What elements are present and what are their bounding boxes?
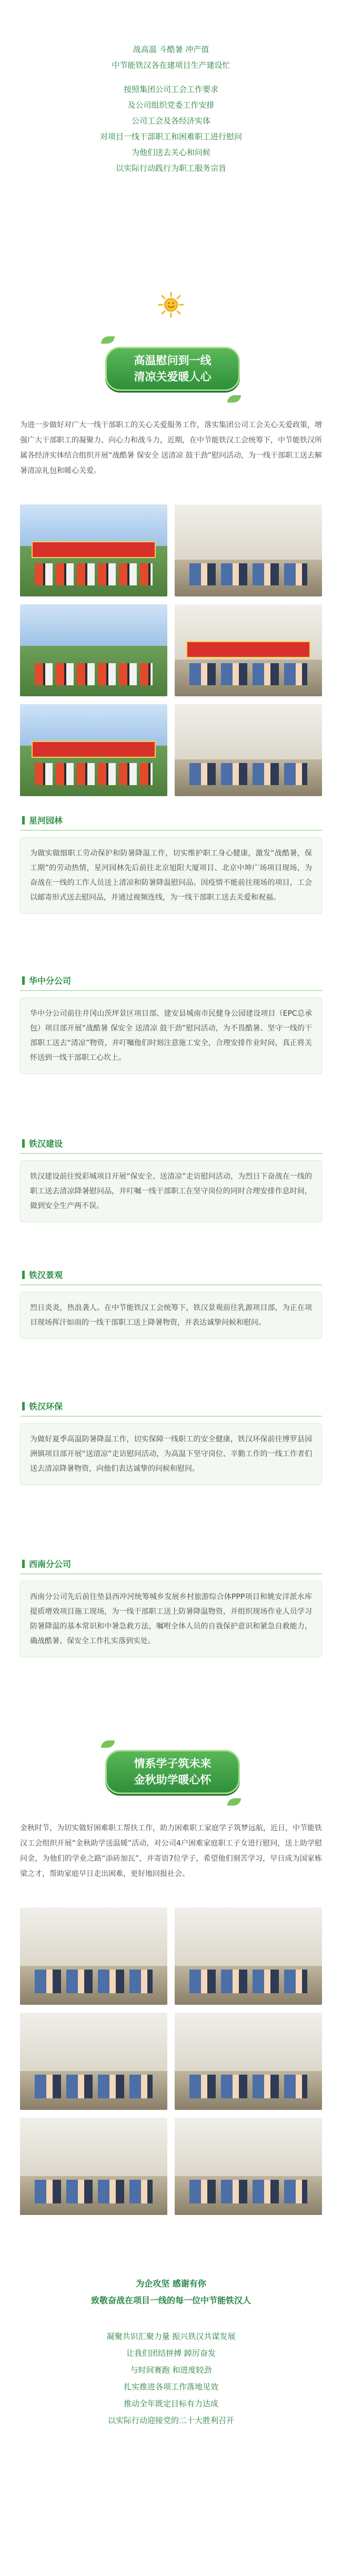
section-body: 烈日炎炎，热浪袭人。在中节能铁汉工会统筹下，铁汉景观前往乳源项目部，为正在项目现场挥汗如雨的一线干部职工送上降暑物资，并表达诚挚问候和慰问。 xyxy=(20,1292,322,1339)
banner-line: 金秋助学暖心怀 xyxy=(134,1774,212,1786)
photo xyxy=(175,1908,322,2005)
section-tiehan-landscape xyxy=(20,1266,322,1339)
intro-line: 为他们送去关心和问候 xyxy=(131,148,210,157)
closing-line: 为企攻坚 感谢有你 xyxy=(136,2279,206,2289)
photo xyxy=(175,2013,322,2110)
outro-line: 让我们团结拼搏 踔厉奋发 xyxy=(126,2348,216,2358)
photo xyxy=(175,504,322,596)
scholarship-paragraph: 金秋时节，为切实做好困难职工帮扶工作，助力困难职工家庭学子筑梦远航，近日，中节能铁汉工会组织开展“金秋助学送温暖”活动，对公司4户困难家庭职工子女进行慰问，送上助学慰问金，为他们的学业之路“添砖加瓦”，并寄语7位学子，希望他们刻苦学习，早日成为国家栋梁之才，帮助家庭早日走出困难，更好地回报社会。 xyxy=(20,1824,322,1878)
closing-title xyxy=(0,2275,342,2309)
sun-icon xyxy=(158,292,184,318)
section-banner xyxy=(105,347,240,391)
outro-line: 凝聚共识汇聚力量 振兴铁汉共谋发展 xyxy=(106,2332,236,2341)
photo xyxy=(20,2013,167,2110)
photo xyxy=(20,1908,167,2005)
outro-text xyxy=(0,2328,342,2429)
intro-line: 中节能铁汉各在建项目生产建设忙 xyxy=(112,60,230,70)
leaf-decoration xyxy=(227,395,241,403)
intro-line: 按照集团公司工会工作要求 xyxy=(123,85,218,94)
intro-line: 公司工会及各经济实体 xyxy=(131,116,210,126)
section-title: 西南分公司 xyxy=(20,1555,322,1574)
section-body: 西南分公司先后前往垫县西冲河统筹城乡发展乡村旅游综合体PPP项目和姚安洋派水库提质增效项目施工现场，为一线干部职工送上防暑降温物资，并组织现场作业人员学习防暑降温的基本常识和中暑急救方法，嘱咐全体人员的自我保护意识和紧急自救能力，确战酷暑、保安全工作扎实落到实处。 xyxy=(20,1581,322,1657)
photo xyxy=(175,2118,322,2215)
section-body: 为做实做细职工劳动保护和防暑降温工作，切实维护职工身心健康，激发“战酷暑，保工期”的劳动热情，星河园林先后前往北京旭阳大厦项目、北京中坤广场项目现场，为奋战在一线的工作人员送上清凉和防暑降温慰问品。因疫情不能前往现场的项目，工会以邮寄形式送去慰问品，并通过视频连线，为一线干部职工送去关爱和祝福。 xyxy=(20,837,322,914)
leaf-decoration xyxy=(101,1740,115,1748)
photo xyxy=(175,604,322,696)
section-body: 铁汉建设前往悦彩城项目开展“保安全、送清凉”走访慰问活动，为烈日下奋战在一线的职工送去清凉降暑慰问品，并叮嘱一线干部职工在坚守岗位的同时合理安排作息时间，做到安全生产两不误。 xyxy=(20,1160,322,1222)
photo xyxy=(20,2118,167,2215)
section-xinghe xyxy=(20,812,322,914)
section-title: 华中分公司 xyxy=(20,972,322,991)
intro-line: 及公司组织党委工作安排 xyxy=(127,100,215,110)
section-body: 为做好夏季高温防暑降温工作，切实保障一线职工的安全健康，铁汉环保前往博罗县园洲镇项目部开展“送清凉”走访慰问活动，为高温下坚守岗位、辛勤工作的一线工作者们送去清凉降暑物资，向他们表达诚挚的问候和慰问。 xyxy=(20,1423,322,1485)
intro-text xyxy=(0,42,342,177)
intro-line: 以实际行动践行为职工服务宗旨 xyxy=(115,163,226,173)
section-tiehan-construction xyxy=(20,1135,322,1222)
section-title: 铁汉建设 xyxy=(20,1135,322,1154)
section-title: 铁汉环保 xyxy=(20,1398,322,1417)
section-title: 铁汉景观 xyxy=(20,1266,322,1285)
photo xyxy=(175,704,322,796)
section-title: 星河园林 xyxy=(20,812,322,831)
photo xyxy=(20,604,167,696)
section-tiehan-env xyxy=(20,1398,322,1485)
photo xyxy=(20,504,167,596)
leaf-decoration xyxy=(227,1798,241,1806)
banner-line: 清凉关爱暖人心 xyxy=(134,370,212,383)
banner-line: 高温慰问到一线 xyxy=(134,354,212,367)
intro-spacer xyxy=(0,74,342,82)
outro-line: 与时间赛跑 和进度较劲 xyxy=(130,2365,212,2375)
outro-line: 扎实推进各项工作落地见效 xyxy=(123,2382,218,2392)
photo xyxy=(20,704,167,796)
outro-line: 以实际行动迎接党的二十大胜利召开 xyxy=(107,2416,234,2425)
section-xinan xyxy=(20,1555,322,1657)
banner-line: 情系学子筑未来 xyxy=(134,1757,212,1770)
leaf-decoration xyxy=(101,336,115,344)
intro-line: 战高温 斗酷暑 冲产值 xyxy=(133,45,209,54)
intro-line: 对项目一线干部职工和困难职工进行慰问 xyxy=(99,132,242,141)
outro-line: 推动全年既定目标有力达成 xyxy=(123,2399,218,2408)
section-body: 华中分公司前往井冈山茨坪景区项目部、建安县城南市民健身公园建设项目（EPC总承包）项目部开展“战酷暑 保安全 送清凉 鼓干劲”慰问活动，为不畏酷暑、坚守一线的干部职工送去“清凉”物资，并叮嘱他们时刻注意施工安全，合理安排作业时间，真正将关怀送到一线干部职工心坎上。 xyxy=(20,997,322,1074)
section-huazhong xyxy=(20,972,322,1074)
section-banner xyxy=(105,1750,240,1794)
closing-line: 致敬奋战在项目一线的每一位中节能铁汉人 xyxy=(90,2295,251,2305)
intro-paragraph: 为进一步做好对广大一线干部职工的关心关爱服务工作，落实集团公司工会关心关爱政策，增强广大干部职工的凝聚力、向心力和战斗力，近期，在中节能铁汉工会统筹下，中节能铁汉所属各经济实体结合组织开展“战酷暑 保安全 送清凉 鼓干劲”慰问活动，为一线干部职工送去解暑清凉礼包和暖心关爱。 xyxy=(20,421,322,475)
